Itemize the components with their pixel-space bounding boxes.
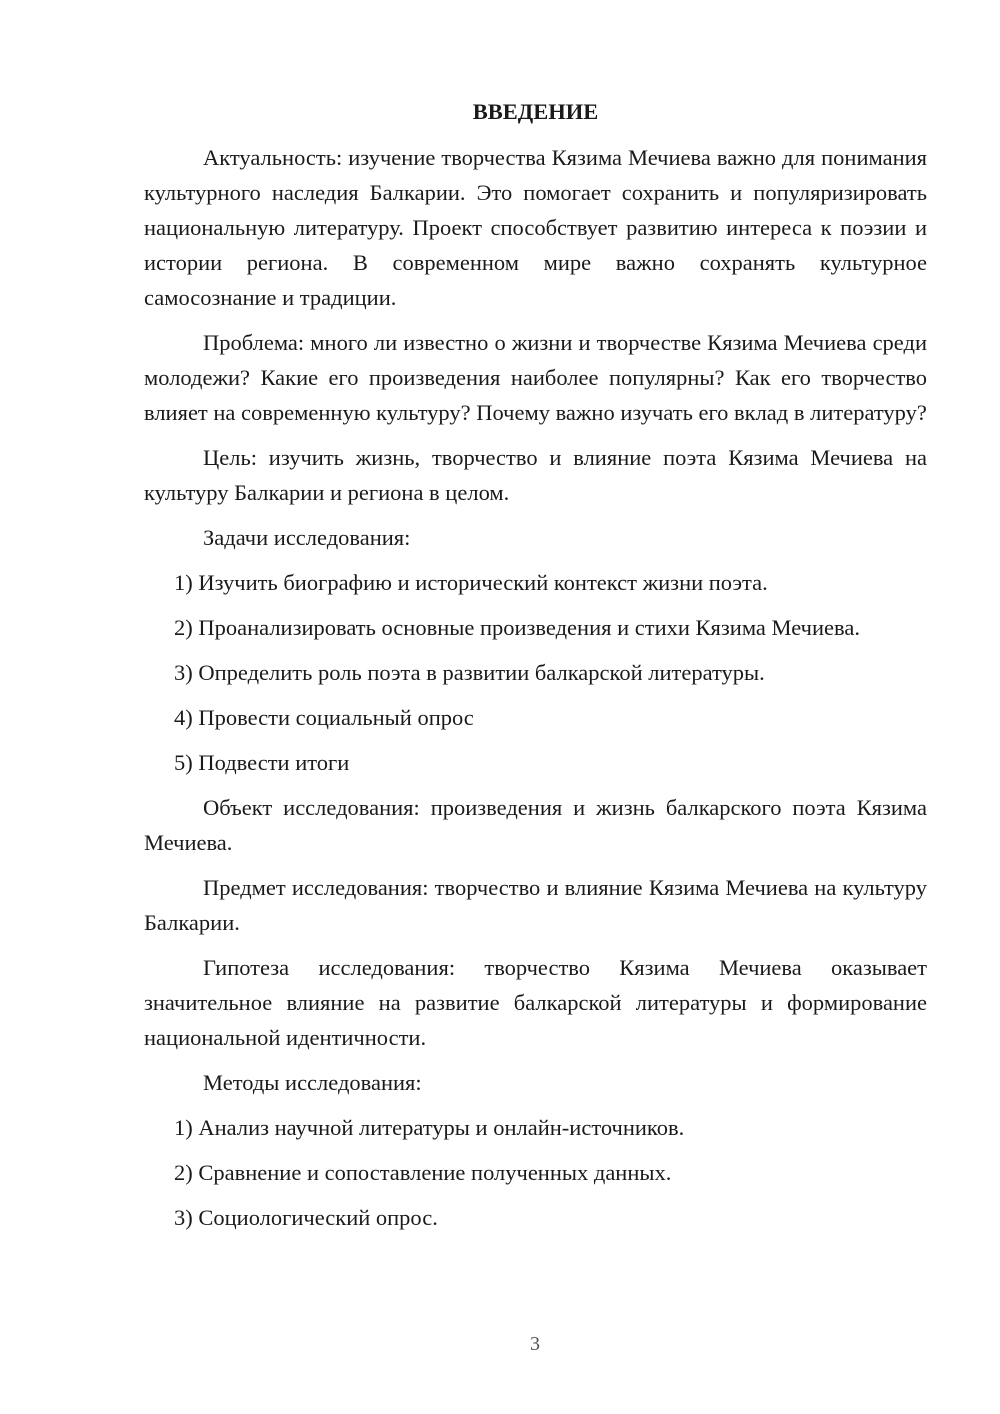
relevance-paragraph: Актуальность: изучение творчества Кязима Мечиева важно для понимания культурного наследия Балкарии. Это помогает сохранить и популяризировать национальную литературу. Проект способствует развитию интереса к поэзии и истории региона. В современном мире важно сохранять культурное самосознание и традиции.	[144, 145, 927, 310]
method-item-3: 3) Социологический опрос.	[174, 1205, 438, 1230]
problem-paragraph: Проблема: много ли известно о жизни и творчестве Кязима Мечиева среди молодежи? Какие его произведения наиболее популярны? Как его творчество влияет на современную культуру? Почему важно изучать его вклад в литературу?	[144, 330, 927, 425]
task-item-3: 3) Определить роль поэта в развитии балкарской литературы.	[174, 660, 765, 685]
subject-paragraph: Предмет исследования: творчество и влияние Кязима Мечиева на культуру Балкарии.	[144, 875, 927, 935]
tasks-heading: Задачи исследования:	[203, 525, 411, 550]
task-item-1: 1) Изучить биографию и исторический контекст жизни поэта.	[174, 570, 768, 595]
method-item-1: 1) Анализ научной литературы и онлайн-источников.	[174, 1115, 685, 1140]
method-item-2: 2) Сравнение и сопоставление полученных данных.	[174, 1160, 672, 1185]
task-item-2: 2) Проанализировать основные произведения и стихи Кязима Мечиева.	[174, 615, 860, 640]
task-item-5: 5) Подвести итоги	[174, 750, 350, 775]
task-item-4: 4) Провести социальный опрос	[174, 705, 474, 730]
section-heading: ВВЕДЕНИЕ	[472, 99, 599, 124]
hypothesis-paragraph: Гипотеза исследования: творчество Кязима Мечиева оказывает значительное влияние на развитие балкарской литературы и формирование национальной идентичности.	[144, 955, 927, 1050]
document-page	[144, 96, 927, 1245]
object-paragraph: Объект исследования: произведения и жизнь балкарского поэта Кязима Мечиева.	[144, 795, 927, 855]
methods-heading: Методы исследования:	[203, 1070, 422, 1095]
page-number: 3	[530, 1333, 540, 1355]
goal-paragraph: Цель: изучить жизнь, творчество и влияние поэта Кязима Мечиева на культуру Балкарии и региона в целом.	[144, 445, 927, 505]
